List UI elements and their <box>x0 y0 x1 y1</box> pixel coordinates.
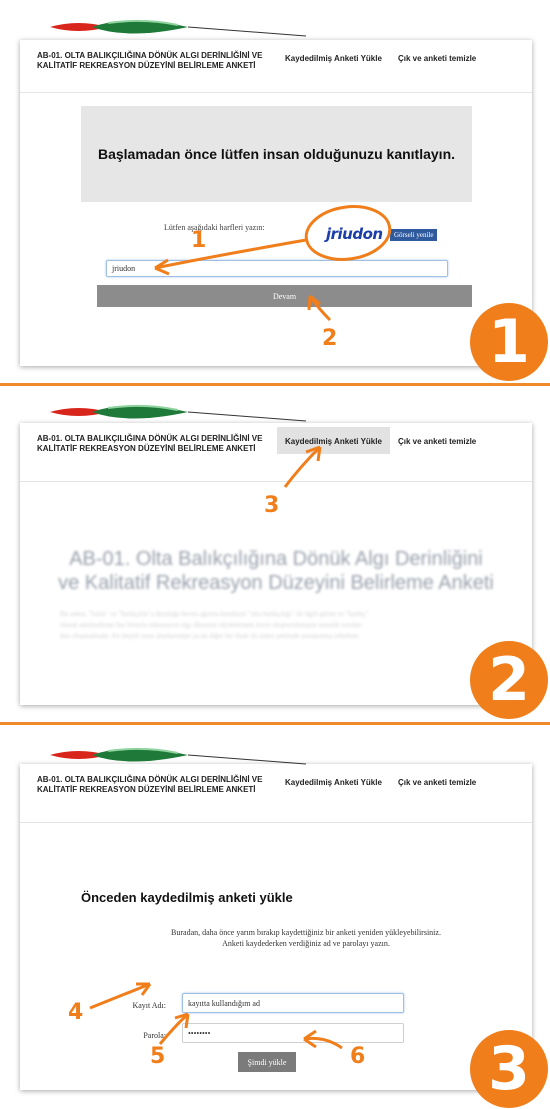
site-title: AB-01. OLTA BALIKÇILIĞINA DÖNÜK ALGI DERİNLİĞİNİ VE KALİTATİF REKREASYON DÜZEYİNİ BELİRLEME ANKETİ <box>37 775 263 794</box>
captcha-image: jriudon <box>326 225 383 243</box>
panel-separator-1 <box>0 383 550 386</box>
captcha-prompt: Başlamadan önce lütfen insan olduğunuzu kanıtlayın. <box>97 146 456 162</box>
refresh-image-button[interactable]: Görseli yenile <box>390 229 437 241</box>
name-label: Kayıt Adı: <box>132 1001 166 1010</box>
nav-exit-clear[interactable]: Çık ve anketi temizle <box>398 54 477 63</box>
nav-load-saved[interactable]: Kaydedilmiş Anketi Yükle <box>285 54 382 63</box>
step-panel-1 <box>0 0 550 383</box>
intro-line-2: olarak nitelendirme her bireyin rekreasyon algı düzeyini ölçümlemek üzere oluşturulmuştur tematik sorular- <box>60 621 363 629</box>
screenshot-home <box>20 423 532 705</box>
load-description-line-1: Buradan, daha önce yarım bırakıp kaydettiğiniz bir anketi yeniden yükleyebilirsiniz. <box>171 928 441 937</box>
captcha-input[interactable]: jriudon <box>106 260 448 277</box>
continue-button[interactable]: Devam <box>97 285 472 307</box>
load-now-button[interactable]: Şimdi yükle <box>238 1052 296 1072</box>
page-heading-line2: ve Kalitatif Rekreasyon Düzeyini Belirleme Anketi <box>58 572 494 594</box>
nav-load-saved[interactable]: Kaydedilmiş Anketi Yükle <box>277 427 390 454</box>
screenshot-load-saved <box>20 764 532 1090</box>
password-input[interactable]: •••••••• <box>182 1023 404 1043</box>
step-badge-2: 2 <box>470 641 548 719</box>
nav-load-saved[interactable]: Kaydedilmiş Anketi Yükle <box>285 778 382 787</box>
nav-exit-clear[interactable]: Çık ve anketi temizle <box>398 437 477 446</box>
screenshot-captcha <box>20 40 532 366</box>
step-panel-3 <box>0 726 550 1109</box>
fishing-float-icon <box>48 742 308 782</box>
load-description-line-2: Anketi kaydederken verdiğiniz ad ve parolayı yazın. <box>222 939 390 948</box>
annotation-number-4: 4 <box>68 1000 84 1025</box>
annotation-number-6: 6 <box>350 1044 366 1069</box>
password-label: Parola: <box>143 1031 166 1040</box>
panel-separator-2 <box>0 722 550 725</box>
save-name-input[interactable]: kayıtta kullandığım ad <box>182 993 404 1013</box>
load-description <box>20 927 532 949</box>
annotation-number-2: 2 <box>322 326 338 351</box>
annotation-number-3: 3 <box>264 493 280 518</box>
nav-divider <box>20 92 532 93</box>
page-heading <box>20 547 532 595</box>
fishing-float-icon <box>48 399 308 439</box>
nav-divider <box>20 822 532 823</box>
intro-line-3: dan oluşmaktadır. Ait ileştili sonu alanlarından ya da diğer bir ifade ile anket şeklinde şoruşturma sebebine <box>60 632 359 640</box>
annotation-number-1: 1 <box>191 228 207 253</box>
site-title: AB-01. OLTA BALIKÇILIĞINA DÖNÜK ALGI DERİNLİĞİNİ VE KALİTATİF REKREASYON DÜZEYİNİ BELİRLEME ANKETİ <box>37 51 263 70</box>
step-panel-2 <box>0 387 550 722</box>
captcha-prompt-box <box>81 106 472 202</box>
step-badge-1: 1 <box>470 303 548 381</box>
captcha-label: Lütfen aşağıdaki harfleri yazın: <box>164 223 265 232</box>
page-heading-line1: AB-01. Olta Balıkçılığına Dönük Algı Derinliğini <box>69 548 483 570</box>
nav-exit-clear[interactable]: Çık ve anketi temizle <box>398 778 477 787</box>
intro-text <box>60 609 500 642</box>
load-title: Önceden kaydedilmiş anketi yükle <box>81 890 293 905</box>
intro-line-1: Bu anket, "balık" ve "balıkçılık"a duyduğu heves ağırına kendisini "olta balıkçılığı" ile ilgili gören ve "balıkç" <box>60 610 369 618</box>
nav-divider <box>20 481 532 482</box>
site-title: AB-01. OLTA BALIKÇILIĞINA DÖNÜK ALGI DERİNLİĞİNİ VE KALİTATİF REKREASYON DÜZEYİNİ BELİRLEME ANKETİ <box>37 434 263 453</box>
fishing-float-icon <box>48 14 308 54</box>
step-badge-3: 3 <box>470 1030 548 1108</box>
annotation-number-5: 5 <box>150 1044 166 1069</box>
